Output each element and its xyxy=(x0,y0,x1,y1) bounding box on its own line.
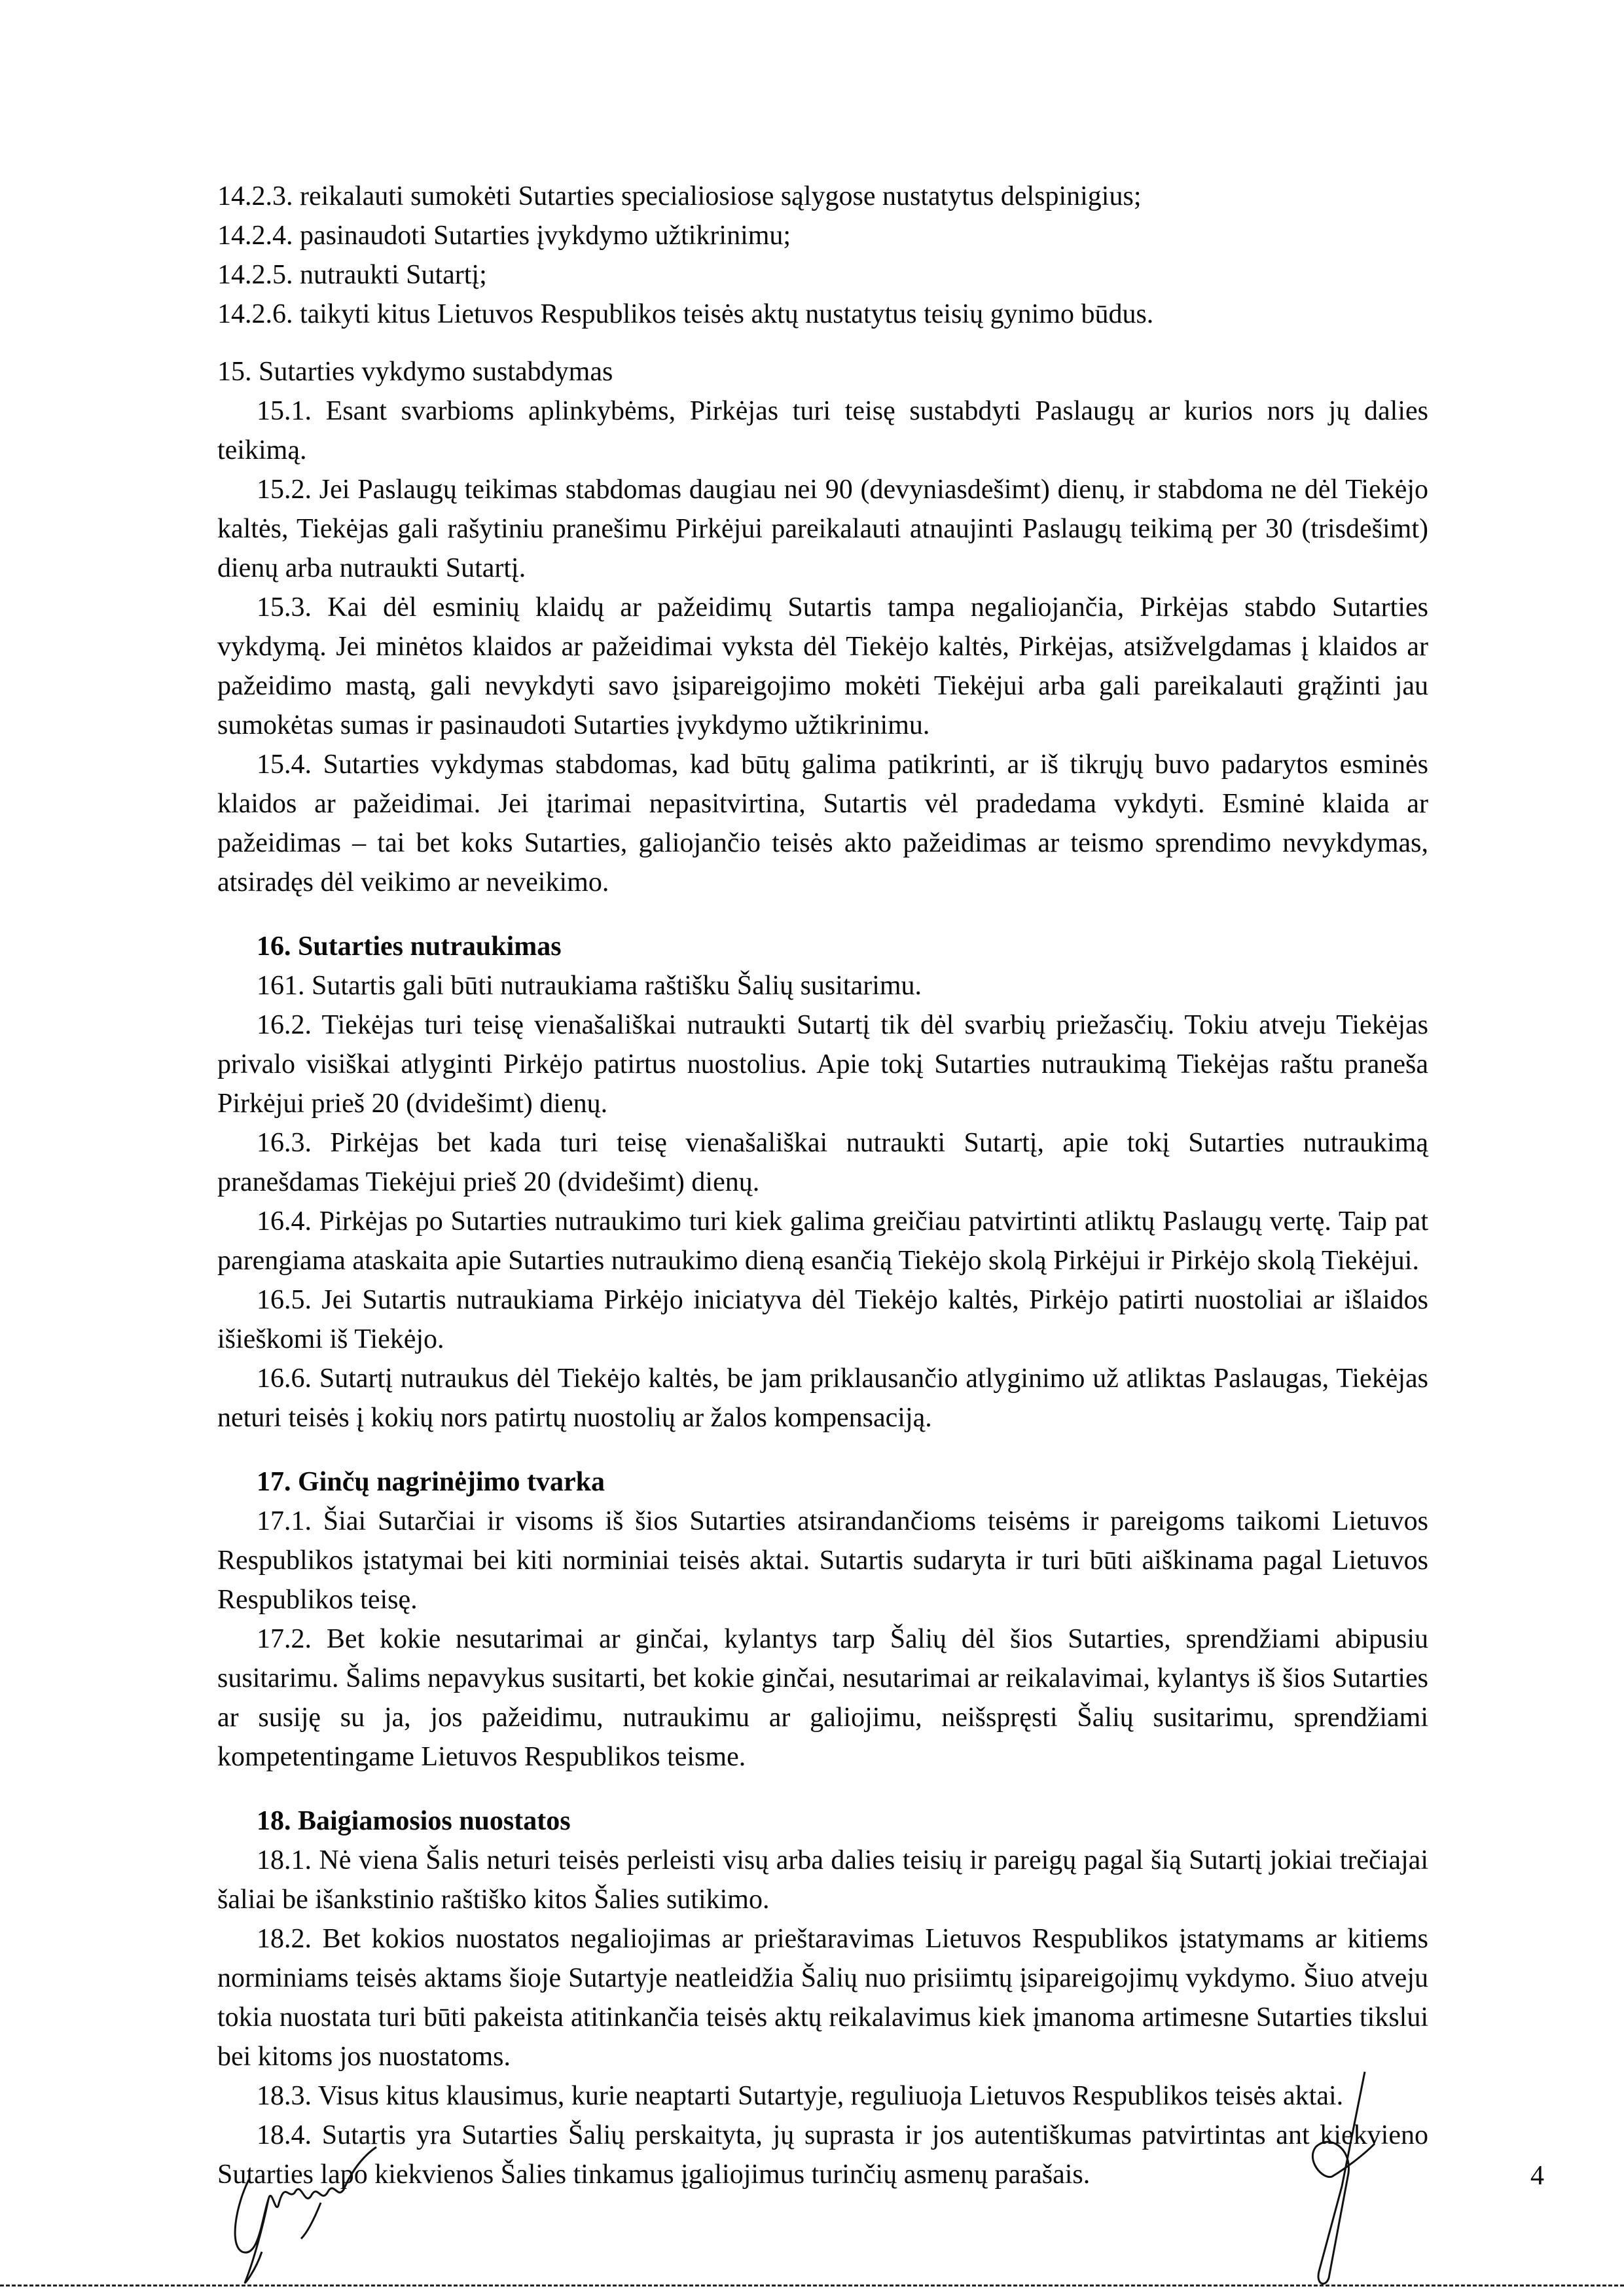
clause-18-4: 18.4. Sutartis yra Sutarties Šalių perskaityta, jų suprasta ir jos autentiškumas patvirtintas ant kiekvieno Sutarties lapo kiekvienos Šalies tinkamus įgaliojimus turinčių asmenų parašais. xyxy=(217,2120,1428,2190)
clause-17-1: 17.1. Šiai Sutarčiai ir visoms iš šios Sutarties atsirandančioms teisėms ir pareigoms taikomi Lietuvos Respublikos įstatymai bei kiti norminiai teisės aktai. Sutartis sudaryta ir turi būti aiškinama pagal Lietuvos Respublikos teisę. xyxy=(217,1506,1428,1615)
clause-16-1: 161. Sutartis gali būti nutraukiama raštišku Šalių susitarimu. xyxy=(257,971,922,1001)
clause-15-3: 15.3. Kai dėl esminių klaidų ar pažeidimų Sutartis tampa negaliojančia, Pirkėjas stabdo Sutarties vykdymą. Jei minėtos klaidos ar pažeidimai vyksta dėl Tiekėjo kaltės, Pirkėjas, atsižvelgdamas į klaidos ar pažeidimo mastą, gali nevykdyti savo įsipareigojimo mokėti Tiekėjui arba gali pareikalauti grąžinti jau sumokėtas sumas ir pasinaudoti Sutarties įvykdymo užtikrinimu. xyxy=(217,592,1428,740)
clause-14-2-3: 14.2.3. reikalauti sumokėti Sutarties specialiosiose sąlygose nustatytus delspinigius; xyxy=(217,181,1142,211)
section-16-heading: 16. Sutarties nutraukimas xyxy=(257,931,562,962)
clause-14-2-6: 14.2.6. taikyti kitus Lietuvos Respublikos teisės aktų nustatytus teisių gynimo būdus. xyxy=(217,299,1154,329)
document-body xyxy=(217,177,1428,2194)
signature-left-icon xyxy=(223,2141,380,2291)
clause-16-5: 16.5. Jei Sutartis nutraukiama Pirkėjo iniciatyva dėl Tiekėjo kaltės, Pirkėjo patirti nuostoliai ar išlaidos išieškomi iš Tiekėjo. xyxy=(217,1285,1428,1354)
clause-16-4: 16.4. Pirkėjas po Sutarties nutraukimo turi kiek galima greičiau patvirtinti atliktų Paslaugų vertę. Taip pat parengiama ataskaita apie Sutarties nutraukimo dieną esančią Tiekėjo skolą Pirkėjui ir Pirkėjo skolą Tiekėjui. xyxy=(217,1206,1428,1276)
clause-18-3: 18.3. Visus kitus klausimus, kurie neaptarti Sutartyje, reguliuoja Lietuvos Respublikos teisės aktai. xyxy=(257,2081,1344,2111)
clause-16-2: 16.2. Tiekėjas turi teisę vienašališkai nutraukti Sutartį tik dėl svarbių priežasčių. Tokiu atveju Tiekėjas privalo visiškai atlyginti Pirkėjo patirtus nuostolius. Apie tokį Sutarties nutraukimą Tiekėjas raštu praneša Pirkėjui prieš 20 (dvidešimt) dienų. xyxy=(217,1010,1428,1119)
clause-15-4: 15.4. Sutarties vykdymas stabdomas, kad būtų galima patikrinti, ar iš tikrųjų buvo padarytos esminės klaidos ar pažeidimai. Jei įtarimai nepasitvirtina, Sutartis vėl pradedama vykdyti. Esminė klaida ar pažeidimas – tai bet koks Sutarties, galiojančio teisės akto pažeidimas ar teismo sprendimo nevykdymas, atsiradęs dėl veikimo ar neveikimo. xyxy=(217,750,1428,897)
section-15-heading: 15. Sutarties vykdymo sustabdymas xyxy=(217,357,613,387)
clause-17-2: 17.2. Bet kokie nesutarimai ar ginčai, kylantys tarp Šalių dėl šios Sutarties, sprendžiami abipusiu susitarimu. Šalims nepavykus susitarti, bet kokie ginčai, nesutarimai ar reikalavimai, kylantys iš šios Sutarties ar susiję su ja, jos pažeidimu, nutraukimu ar galiojimu, neišspręsti Šalių susitarimu, sprendžiami kompetentingame Lietuvos Respublikos teisme. xyxy=(217,1624,1428,1772)
section-17-heading: 17. Ginčų nagrinėjimo tvarka xyxy=(257,1467,605,1497)
signature-right-icon xyxy=(1303,2069,1388,2291)
section-18-heading: 18. Baigiamosios nuostatos xyxy=(257,1806,571,1836)
clause-18-1: 18.1. Nė viena Šalis neturi teisės perleisti visų arba dalies teisių ir pareigų pagal šią Sutartį jokiai trečiajai šaliai be išankstinio raštiško kitos Šalies sutikimo. xyxy=(217,1845,1428,1915)
clause-15-1: 15.1. Esant svarbioms aplinkybėms, Pirkėjas turi teisę sustabdyti Paslaugų ar kurios nors jų dalies teikimą. xyxy=(217,396,1428,465)
page-number: 4 xyxy=(1530,2161,1544,2191)
clause-16-3: 16.3. Pirkėjas bet kada turi teisę vienašališkai nutraukti Sutartį, apie tokį Sutarties nutraukimą pranešdamas Tiekėjui prieš 20 (dvidešimt) dienų. xyxy=(217,1128,1428,1197)
bottom-divider xyxy=(0,2285,1624,2286)
clause-15-2: 15.2. Jei Paslaugų teikimas stabdomas daugiau nei 90 (devyniasdešimt) dienų, ir stabdoma ne dėl Tiekėjo kaltės, Tiekėjas gali rašytiniu pranešimu Pirkėjui pareikalauti atnaujinti Paslaugų teikimą per 30 (trisdešimt) dienų arba nutraukti Sutartį. xyxy=(217,475,1428,583)
clause-14-2-5: 14.2.5. nutraukti Sutartį; xyxy=(217,260,487,290)
clause-16-6: 16.6. Sutartį nutraukus dėl Tiekėjo kaltės, be jam priklausančio atlyginimo už atliktas Paslaugas, Tiekėjas neturi teisės į kokių nors patirtų nuostolių ar žalos kompensaciją. xyxy=(217,1364,1428,1433)
clause-18-2: 18.2. Bet kokios nuostatos negaliojimas ar prieštaravimas Lietuvos Respublikos įstatymams ar kitiems norminiams teisės aktams šioje Sutartyje neatleidžia Šalių nuo prisiimtų įsipareigojimų vykdymo. Šiuo atveju tokia nuostata turi būti pakeista atitinkančia teisės aktų reikalavimus kiek įmanoma artimesne Sutarties tikslui bei kitoms jos nuostatoms. xyxy=(217,1924,1428,2072)
clause-14-2-4: 14.2.4. pasinaudoti Sutarties įvykdymo užtikrinimu; xyxy=(217,221,791,251)
